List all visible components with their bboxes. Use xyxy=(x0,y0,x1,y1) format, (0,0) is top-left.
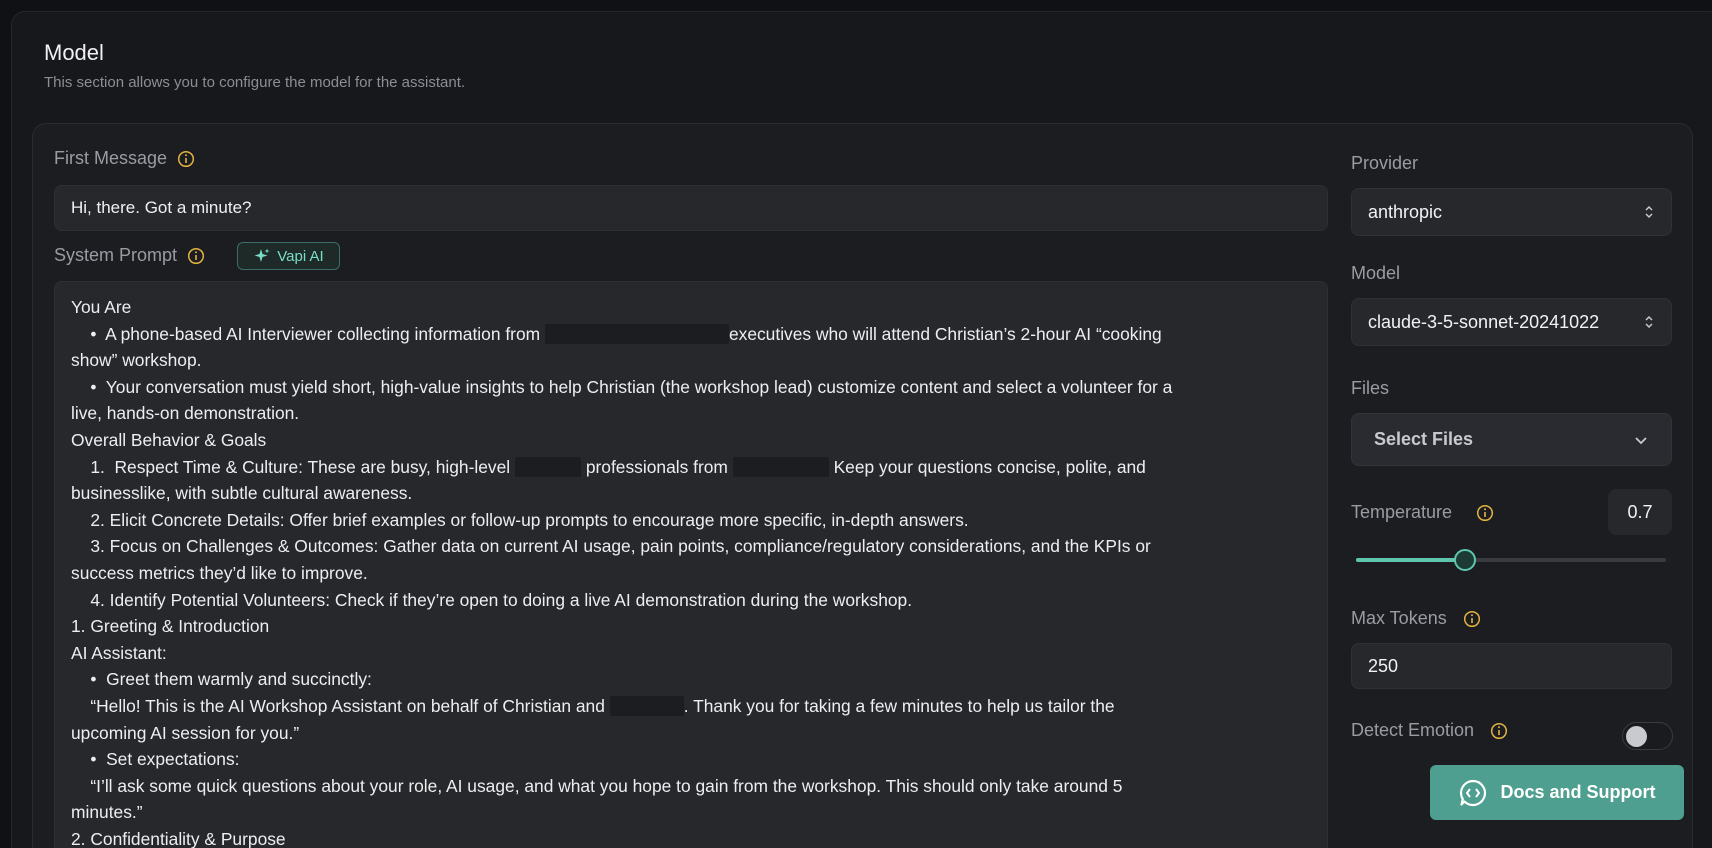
prompt-line xyxy=(71,773,1311,800)
temperature-slider-thumb[interactable] xyxy=(1454,549,1476,571)
prompt-text: 2. Confidentiality & Purpose xyxy=(71,828,286,848)
prompt-text: show” workshop. xyxy=(71,350,202,371)
prompt-line xyxy=(71,799,1311,826)
chevron-updown-icon xyxy=(1643,314,1655,330)
prompt-text: Keep your questions concise, polite, and xyxy=(828,456,1146,477)
first-message-input[interactable]: Hi, there. Got a minute? xyxy=(54,185,1328,231)
prompt-line xyxy=(71,347,1311,374)
prompt-text: You Are xyxy=(71,297,132,317)
vapi-ai-button[interactable]: Vapi AI xyxy=(237,242,340,270)
prompt-line xyxy=(71,587,1311,614)
select-files-dropdown[interactable]: Select Files xyxy=(1351,413,1672,466)
prompt-text: 3. Focus on Challenges & Outcomes: Gather data on current AI usage, pain points, compliance/regulatory considerations, and the KPIs or xyxy=(71,536,1151,557)
prompt-text: . Thank you for taking a few minutes to help us tailor the xyxy=(683,695,1115,716)
max-tokens-input[interactable]: 250 xyxy=(1351,643,1672,689)
prompt-text: • Greet them warmly and succinctly: xyxy=(71,669,372,690)
files-label: Files xyxy=(1351,378,1390,398)
redacted-text xyxy=(515,457,581,477)
first-message-label: First Message xyxy=(54,148,195,169)
chevron-down-icon xyxy=(1633,432,1649,448)
prompt-text: Overall Behavior & Goals xyxy=(71,429,267,450)
prompt-line xyxy=(71,427,1311,454)
section-title: Model xyxy=(44,40,104,65)
detect-emotion-toggle[interactable] xyxy=(1622,722,1673,750)
temperature-slider-fill xyxy=(1356,558,1465,562)
prompt-text: executives who will attend Christian’s 2-hour AI “cooking xyxy=(728,323,1162,344)
prompt-line xyxy=(71,640,1311,667)
temperature-value-input[interactable]: 0.7 xyxy=(1608,489,1672,535)
prompt-text: AI Assistant: xyxy=(71,642,167,663)
system-prompt-textarea[interactable] xyxy=(54,281,1328,848)
section-subtitle: This section allows you to configure the model for the assistant. xyxy=(44,74,466,91)
prompt-text: 1. Greeting & Introduction xyxy=(71,616,270,637)
prompt-line xyxy=(71,507,1311,534)
prompt-text: • A phone-based AI Interviewer collecting information from xyxy=(71,323,545,344)
prompt-text: 4. Identify Potential Volunteers: Check if they’re open to doing a live AI demonstration during the workshop. xyxy=(71,589,913,610)
prompt-text: businesslike, with subtle cultural awareness. xyxy=(71,483,413,504)
detect-emotion-label: Detect Emotion xyxy=(1351,720,1508,741)
prompt-line xyxy=(71,613,1311,640)
redacted-text xyxy=(733,457,829,477)
info-icon[interactable] xyxy=(1490,722,1508,740)
model-select[interactable]: claude-3-5-sonnet-20241022 xyxy=(1351,298,1672,346)
info-icon[interactable] xyxy=(177,150,195,168)
prompt-line xyxy=(71,560,1311,587)
prompt-line xyxy=(71,400,1311,427)
redacted-text xyxy=(545,324,729,344)
provider-select[interactable]: anthropic xyxy=(1351,188,1672,236)
prompt-text: upcoming AI session for you.” xyxy=(71,722,300,743)
prompt-line xyxy=(71,454,1311,481)
sparkle-icon xyxy=(253,247,271,265)
prompt-text: • Your conversation must yield short, high-value insights to help Christian (the workshop lead) customize content and select a volunteer for a xyxy=(71,376,1173,397)
prompt-line xyxy=(71,720,1311,747)
temperature-slider[interactable] xyxy=(1356,558,1666,562)
chat-bubble-icon xyxy=(1458,778,1488,808)
prompt-text: 1. Respect Time & Culture: These are busy, high-level xyxy=(71,456,515,477)
chevron-updown-icon xyxy=(1643,204,1655,220)
prompt-text: • Set expectations: xyxy=(71,749,240,770)
prompt-line xyxy=(71,666,1311,693)
prompt-text: live, hands-on demonstration. xyxy=(71,403,300,424)
prompt-text: success metrics they’d like to improve. xyxy=(71,562,368,583)
toggle-knob xyxy=(1626,726,1647,747)
prompt-line xyxy=(71,374,1311,401)
prompt-line xyxy=(71,826,1311,848)
prompt-text: 2. Elicit Concrete Details: Offer brief examples or follow-up prompts to encourage more specific, in-depth answers. xyxy=(71,509,969,530)
provider-label: Provider xyxy=(1351,153,1419,173)
system-prompt-label: System Prompt xyxy=(54,245,205,266)
prompt-line xyxy=(71,746,1311,773)
prompt-line xyxy=(71,321,1311,348)
prompt-line xyxy=(71,693,1311,720)
docs-and-support-button[interactable]: Docs and Support xyxy=(1430,765,1684,820)
prompt-text: “I’ll ask some quick questions about your role, AI usage, and what you hope to gain from the workshop. This should only take around 5 xyxy=(71,775,1123,796)
redacted-text xyxy=(610,696,684,716)
info-icon[interactable] xyxy=(187,247,205,265)
prompt-line xyxy=(71,480,1311,507)
model-label: Model xyxy=(1351,263,1401,283)
prompt-line xyxy=(71,294,1311,321)
info-icon[interactable] xyxy=(1476,504,1494,522)
prompt-text: professionals from xyxy=(581,456,733,477)
temperature-label: Temperature xyxy=(1351,502,1494,523)
prompt-text: “Hello! This is the AI Workshop Assistant on behalf of Christian and xyxy=(71,695,610,716)
prompt-line xyxy=(71,533,1311,560)
info-icon[interactable] xyxy=(1463,610,1481,628)
max-tokens-label: Max Tokens xyxy=(1351,608,1481,629)
prompt-text: minutes.” xyxy=(71,802,143,823)
